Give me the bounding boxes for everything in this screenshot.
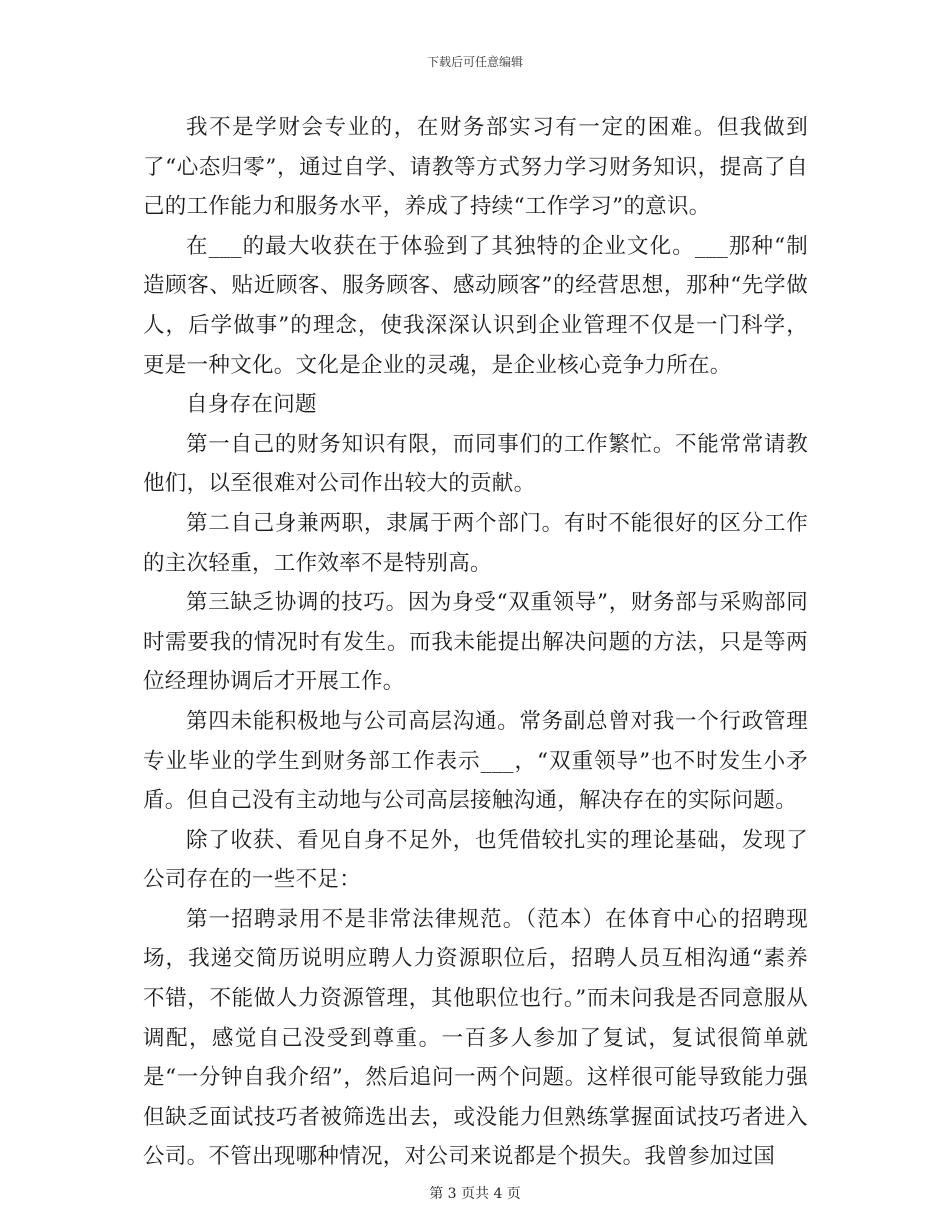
paragraph: 第二自己身兼两职，隶属于两个部门。有时不能很好的区分工作的主次轻重，工作效率不是特别高。 bbox=[143, 510, 808, 576]
paragraph: 我不是学财会专业的，在财务部实习有一定的困难。但我做到了“心态归零”，通过自学、请教等方式努力学习财务知识，提高了自己的工作能力和服务水平，养成了持续“工作学习”的意识。 bbox=[143, 115, 808, 220]
paragraph: 在___的最大收获在于体验到了其独特的企业文化。___那种“制造顾客、贴近顾客、服务顾客、感动顾客”的经营思想，那种“先学做人，后学做事”的理念，使我深深认识到企业管理不仅是一门科学，更是一种文化。文化是企业的灵魂，是企业核心竞争力所在。 bbox=[143, 233, 808, 378]
paragraph: 第四未能积极地与公司高层沟通。常务副总曾对我一个行政管理专业毕业的学生到财务部工作表示___，“双重领导”也不时发生小矛盾。但自己没有主动地与公司高层接触沟通，解决存在的实际问题。 bbox=[143, 708, 808, 814]
page-footer: 第 3 页共 4 页 bbox=[429, 1186, 521, 1202]
paragraph: 第一自己的财务知识有限，而同事们的工作繁忙。不能常常请教他们，以至很难对公司作出较大的贡献。 bbox=[143, 431, 808, 497]
paragraph: 除了收获、看见自身不足外，也凭借较扎实的理论基础，发现了公司存在的一些不足： bbox=[143, 827, 808, 893]
page-header: 下载后可任意编辑 bbox=[426, 55, 523, 69]
paragraph: 第三缺乏协调的技巧。因为身受“双重领导”，财务部与采购部同时需要我的情况时有发生。而我未能提出解决问题的方法，只是等两位经理协调后才开展工作。 bbox=[143, 590, 808, 695]
section-heading: 自身存在问题 bbox=[186, 392, 317, 418]
document-body bbox=[143, 108, 808, 1177]
paragraph: 第一招聘录用不是非常法律规范。（范本）在体育中心的招聘现场，我递交简历说明应聘人力资源职位后，招聘人员互相沟通“素养不错，不能做人力资源管理，其他职位也行。”而未问我是否同意服从调配，感觉自己没受到尊重。一百多人参加了复试，复试很简单就是“一分钟自我介绍”，然后追问一两个问题。这样很可能导致能力强但缺乏面试技巧者被筛选出去，或没能力但熟练掌握面试技巧者进入公司。不管出现哪种情况，对公司来说都是个损失。我曾参加过国 bbox=[143, 906, 808, 1170]
